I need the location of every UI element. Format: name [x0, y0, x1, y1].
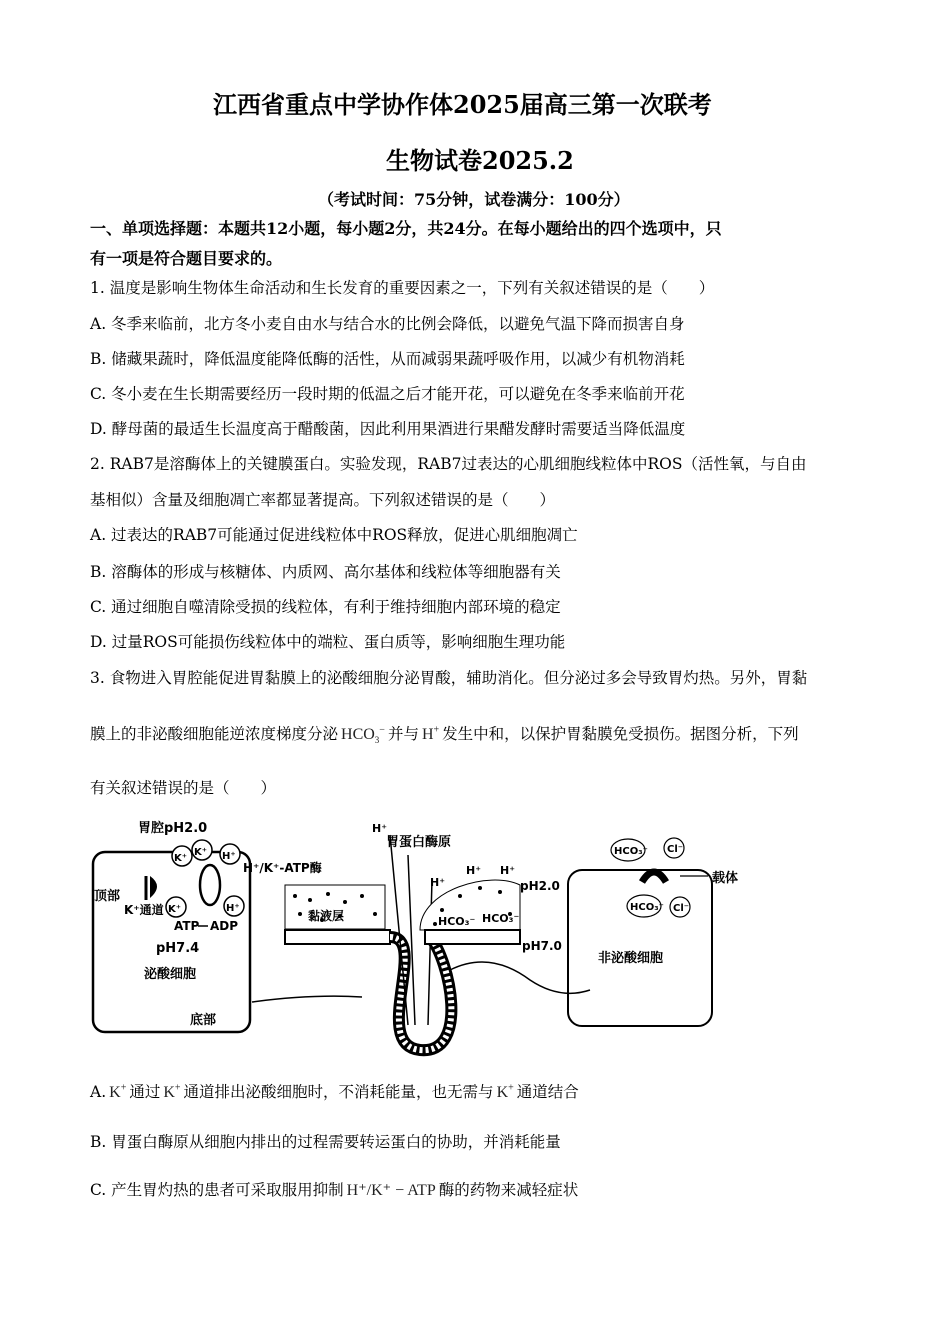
hco3-label-2: HCO₃⁻	[482, 912, 520, 925]
ph20-label: pH2.0	[520, 879, 560, 893]
k-channel-label: K⁺通道	[124, 903, 164, 917]
h-ion-right-1: H⁺	[466, 864, 482, 877]
hco3-bottom-label: HCO₃⁻	[630, 902, 664, 913]
nonparietal-cell	[568, 870, 712, 1026]
q1-option-c: C. 冬小麦在生长期需要经历一段时期的低温之后才能开花，可以避免在冬季来临前开花	[90, 385, 685, 403]
cl-bottom-label: Cl⁻	[673, 903, 690, 914]
q1-option-b: B. 储藏果蔬时，降低温度能降低酶的活性，从而减弱果蔬呼吸作用，以减少有机物消耗	[90, 350, 685, 368]
parietal-cell-label: 泌酸细胞	[144, 967, 197, 982]
nonparietal-label: 非泌酸细胞	[598, 951, 664, 966]
hco3-formula: $HCO_3^-$	[341, 724, 385, 746]
q3-stem-line2	[90, 722, 799, 745]
q2-option-d: D. 过量ROS可能损伤线粒体中的端粒、蛋白质等，影响细胞生理功能	[90, 633, 566, 651]
k-ion-label-3: K⁺	[168, 904, 182, 915]
lumen-label: 胃腔pH2.0	[138, 821, 208, 836]
q3-option-a: A. K+ 通过 K+ 通道排出泌酸细胞时，不消耗能量，也无需与 K+ 通道结合	[90, 1082, 579, 1101]
q3-stem-part1: 膜上的非泌酸细胞能逆浓度梯度分泌	[90, 725, 339, 743]
q3-stem-line3: 有关叙述错误的是（ ）	[90, 779, 277, 797]
q1-option-a: A. 冬季来临前，北方冬小麦自由水与结合水的比例会降低，以避免气温下降而损害自身	[90, 315, 685, 333]
atp-label: ATP	[174, 919, 200, 933]
q1-stem: 1. 温度是影响生物体生命活动和生长发育的重要因素之一，下列有关叙述错误的是（ ）	[90, 279, 715, 297]
q2-option-b: B. 溶酶体的形成与核糖体、内质网、高尔基体和线粒体等细胞器有关	[90, 563, 561, 581]
h-k-atpase-icon	[200, 865, 220, 905]
epithelium-left	[285, 930, 390, 944]
k-ion-label-2: K⁺	[194, 847, 208, 858]
h-ion-label-2: H⁺	[226, 903, 240, 914]
q1-option-d: D. 酵母菌的最适生长温度高于醋酸菌，因此利用果酒进行果醋发酵时需要适当降低温度	[90, 420, 686, 438]
pump-label: H⁺/K⁺-ATP酶	[243, 861, 322, 875]
k-ion-formula-2: K+	[163, 1082, 181, 1101]
ph74-label: pH7.4	[156, 941, 200, 956]
atpase-formula: H⁺/K⁺ − ATP	[346, 1182, 436, 1199]
cl-top-label: Cl⁻	[667, 844, 684, 855]
hco3-label-1: HCO₃⁻	[438, 915, 476, 928]
subject-title: 生物试卷2025.2	[386, 146, 574, 175]
section-heading-line1: 一、单项选择题：本题共12小题，每小题2分，共24分。在每小题给出的四个选项中，只	[90, 219, 722, 238]
h-ion-formula: H+	[421, 724, 440, 743]
epithelium-right	[425, 930, 520, 944]
k-ion-formula-3: K+	[496, 1082, 514, 1101]
carrier-label: 载体	[712, 871, 739, 886]
k-channel-icon	[150, 876, 157, 898]
q2-stem-line2: 基相似）含量及细胞凋亡率都显著提高。下列叙述错误的是（ ）	[90, 491, 556, 509]
hco3-top-label: HCO₃⁻	[614, 846, 648, 857]
q3-stem-part3: 发生中和，以保护胃黏膜免受损伤。据图分析，下列	[442, 725, 799, 743]
q3-stem-part2: 并与	[387, 725, 419, 743]
basal-label: 底部	[190, 1013, 217, 1028]
adp-label: ADP	[210, 919, 239, 933]
h-ion-right-2: H⁺	[500, 864, 516, 877]
section-heading-line2: 有一项是符合题目要求的。	[90, 249, 283, 268]
h-ion-label-1: H⁺	[222, 851, 236, 862]
mucus-label: 黏液层	[308, 909, 345, 923]
h-ion-mid: H⁺	[430, 876, 446, 889]
k-ion-formula-1: K+	[109, 1082, 127, 1101]
q2-option-a: A. 过表达的RAB7可能通过促进线粒体中ROS释放，促进心肌细胞凋亡	[90, 526, 578, 544]
exam-info: （考试时间：75分钟，试卷满分：100分）	[318, 190, 630, 209]
basal-membrane-line	[252, 996, 362, 1002]
apical-label: 顶部	[94, 889, 121, 904]
pepsinogen-label: 胃蛋白酶原	[386, 835, 452, 850]
stomach-cell-diagram	[90, 810, 860, 1060]
h-ion-top: H⁺	[372, 822, 388, 835]
q3-option-c: C. 产生胃灼热的患者可采取服用抑制 H⁺/K⁺ − ATP 酶的药物来减轻症状	[90, 1181, 579, 1199]
carrier-icon	[642, 872, 666, 882]
ph70-label: pH7.0	[522, 939, 562, 953]
exam-title: 江西省重点中学协作体2025届高三第一次联考	[213, 90, 712, 119]
q3-option-b: B. 胃蛋白酶原从细胞内排出的过程需要转运蛋白的协助，并消耗能量	[90, 1133, 561, 1151]
q2-option-c: C. 通过细胞自噬清除受损的线粒体，有利于维持细胞内部环境的稳定	[90, 598, 561, 616]
q2-stem-line1: 2. RAB7是溶酶体上的关键膜蛋白。实验发现，RAB7过表达的心肌细胞线粒体中ROS（活性氧，与自由	[90, 455, 807, 473]
k-ion-label-1: K⁺	[174, 853, 188, 864]
q3-stem-line1: 3. 食物进入胃腔能促进胃黏膜上的泌酸细胞分泌胃酸，辅助消化。但分泌过多会导致胃灼热。另外，胃黏	[90, 669, 808, 687]
